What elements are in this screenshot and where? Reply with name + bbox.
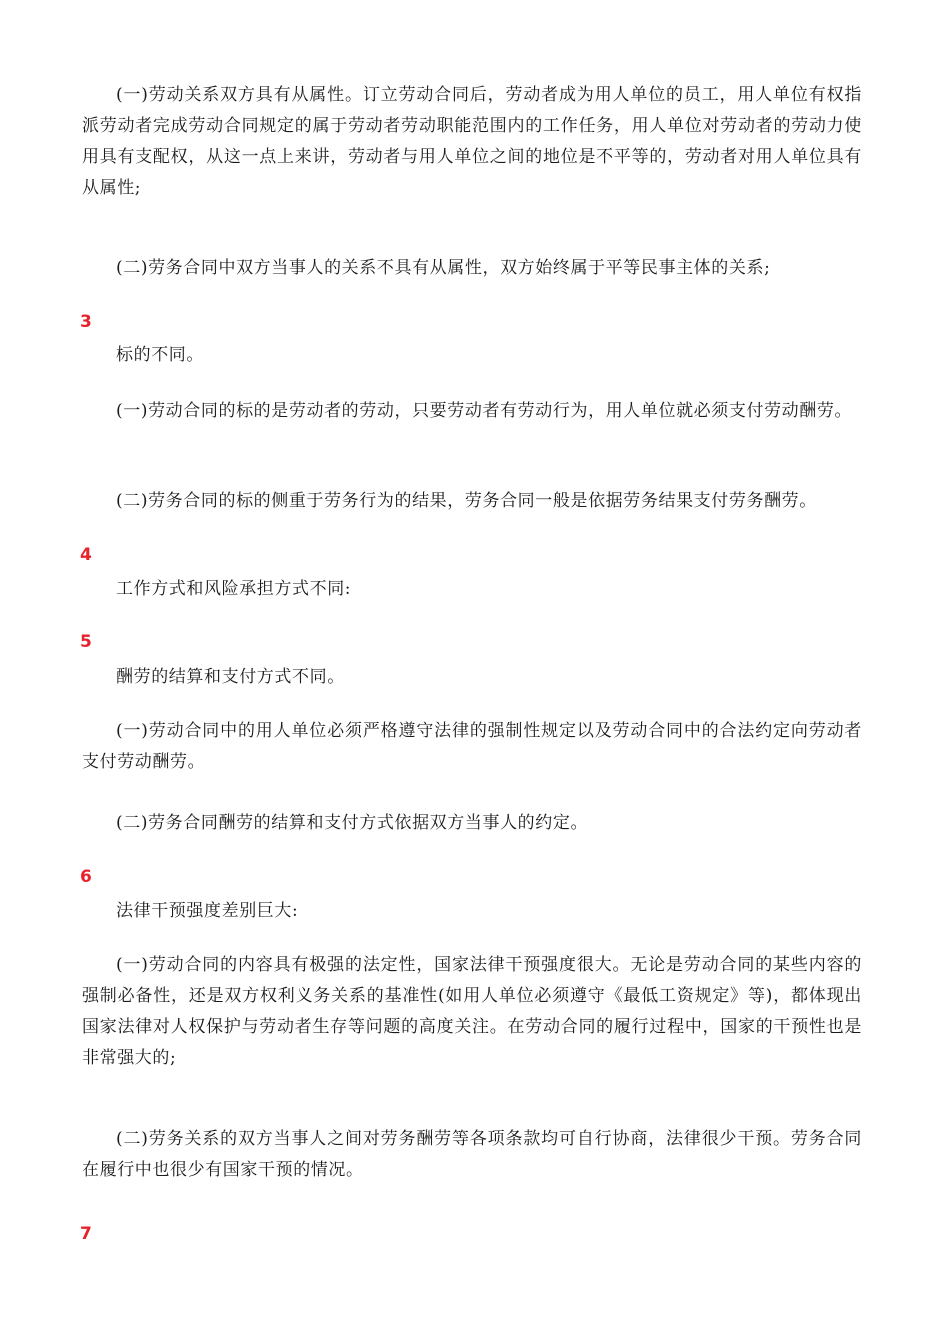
section-heading-work-risk: 工作方式和风险承担方式不同: bbox=[116, 579, 352, 599]
section-number-6: 6 bbox=[80, 867, 92, 887]
paragraph-labor-subject: (一)劳动合同的标的是劳动者的劳动，只要劳动者有劳动行为，用人单位就必须支付劳动酬劳。 bbox=[116, 401, 853, 421]
paragraph-service-intervention: (二)劳务关系的双方当事人之间对劳务酬劳等各项条款均可自行协商，法律很少干预。劳务合同在履行中也很少有国家干预的情况。 bbox=[82, 1129, 862, 1180]
section-number-4: 4 bbox=[80, 545, 92, 565]
section-heading-legal-intervention: 法律干预强度差别巨大: bbox=[116, 901, 299, 921]
paragraph-labor-intervention: (一)劳动合同的内容具有极强的法定性，国家法律干预强度很大。无论是劳动合同的某些内容的强制必备性，还是双方权利义务关系的基准性(如用人单位必须遵守《最低工资规定》等)，都体现出国家法律对人权保护与劳动者生存等问题的高度关注。在劳动合同的履行过程中，国家的干预性也是非常强大的; bbox=[82, 955, 862, 1068]
paragraph-service-equality: (二)劳务合同中双方当事人的关系不具有从属性，双方始终属于平等民事主体的关系; bbox=[116, 258, 771, 278]
section-number-3: 3 bbox=[80, 312, 92, 332]
paragraph-service-payment: (二)劳务合同酬劳的结算和支付方式依据双方当事人的约定。 bbox=[116, 813, 589, 833]
section-number-5: 5 bbox=[80, 632, 92, 652]
paragraph-labor-subordination: (一)劳动关系双方具有从属性。订立劳动合同后，劳动者成为用人单位的员工，用人单位有权指派劳动者完成劳动合同规定的属于劳动者劳动职能范围内的工作任务，用人单位对劳动者的劳动力使用具有支配权，从这一点上来讲，劳动者与用人单位之间的地位是不平等的，劳动者对用人单位具有从属性; bbox=[82, 85, 862, 198]
section-heading-payment: 酬劳的结算和支付方式不同。 bbox=[116, 667, 345, 687]
paragraph-labor-payment: (一)劳动合同中的用人单位必须严格遵守法律的强制性规定以及劳动合同中的合法约定向劳动者支付劳动酬劳。 bbox=[82, 721, 862, 772]
section-heading-subject-matter: 标的不同。 bbox=[116, 345, 204, 365]
paragraph-service-subject: (二)劳务合同的标的侧重于劳务行为的结果，劳务合同一般是依据劳务结果支付劳务酬劳。 bbox=[116, 491, 817, 511]
section-number-7: 7 bbox=[80, 1224, 92, 1244]
